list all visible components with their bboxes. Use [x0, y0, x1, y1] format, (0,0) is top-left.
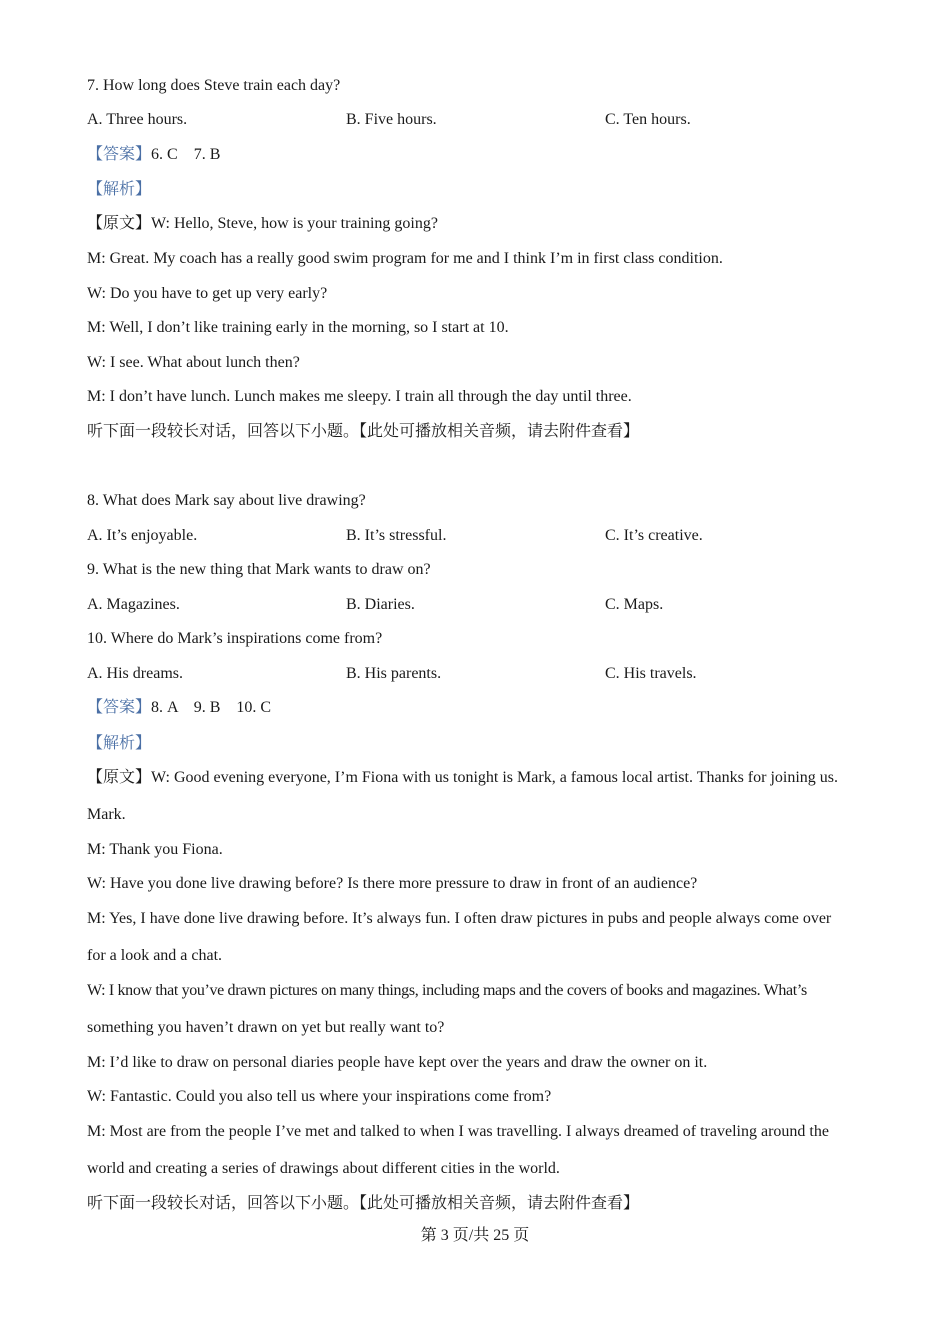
analysis-tag: 【解析】 [87, 181, 152, 198]
answer-text: 8. A 9. B 10. C [151, 699, 272, 716]
answer-tag: 【答案】 [87, 699, 152, 716]
option-7a: A. Three hours. [87, 111, 188, 128]
transcript-text: W: Good evening everyone, I’m Fiona with us tonight is Mark, a famous local artist. Thanks for joining us. [151, 769, 839, 786]
transcript-text: W: Hello, Steve, how is your training going? [151, 215, 438, 232]
question-8: 8. What does Mark say about live drawing? [87, 492, 366, 509]
transcript-tag: 【原文】 [87, 215, 152, 232]
question-9: 9. What is the new thing that Mark wants to draw on? [87, 561, 431, 578]
option-8c: C. It’s creative. [605, 527, 703, 544]
answer-tag: 【答案】 [87, 146, 152, 163]
transcript-line: M: I don’t have lunch. Lunch makes me sleepy. I train all through the day until three. [87, 388, 632, 405]
option-9c: C. Maps. [605, 596, 664, 613]
answer-line-2 [87, 698, 271, 718]
transcript-line: W: I know that you’ve drawn pictures on many things, including maps and the covers of books and magazines. What’s [87, 982, 807, 999]
transcript-line: W: Have you done live drawing before? Is there more pressure to draw in front of an audience? [87, 875, 698, 892]
transcript-line: world and creating a series of drawings about different cities in the world. [87, 1160, 560, 1177]
transcript-line: something you haven’t drawn on yet but really want to? [87, 1019, 445, 1036]
question-10: 10. Where do Mark’s inspirations come from? [87, 630, 383, 647]
transcript-line: M: Most are from the people I’ve met and talked to when I was travelling. I always dreamed of traveling around the [87, 1123, 829, 1140]
transcript-line: W: Do you have to get up very early? [87, 285, 328, 302]
transcript-first-line [87, 214, 438, 234]
transcript-line: W: I see. What about lunch then? [87, 354, 300, 371]
option-9b: B. Diaries. [346, 596, 415, 613]
option-8b: B. It’s stressful. [346, 527, 447, 544]
option-10b: B. His parents. [346, 665, 442, 682]
option-7b: B. Five hours. [346, 111, 437, 128]
transcript-line: M: Well, I don’t like training early in the morning, so I start at 10. [87, 319, 509, 336]
option-7c: C. Ten hours. [605, 111, 691, 128]
answer-text: 6. C 7. B [151, 146, 221, 163]
transcript-line: M: I’d like to draw on personal diaries people have kept over the years and draw the owner on it. [87, 1054, 708, 1071]
question-7: 7. How long does Steve train each day? [87, 77, 341, 94]
transcript-line: M: Great. My coach has a really good swim program for me and I think I’m in first class condition. [87, 250, 723, 267]
transcript-line: M: Yes, I have done live drawing before. It’s always fun. I often draw pictures in pubs and people always come over [87, 910, 832, 927]
option-8a: A. It’s enjoyable. [87, 527, 198, 544]
transcript-first-line [87, 768, 838, 788]
transcript-tag: 【原文】 [87, 769, 152, 786]
option-10c: C. His travels. [605, 665, 697, 682]
answer-line-1 [87, 145, 220, 165]
option-9a: A. Magazines. [87, 596, 180, 613]
transcript-line: Mark. [87, 806, 126, 823]
listening-instruction: 听下面一段较长对话，回答以下小题。【此处可播放相关音频，请去附件查看】 [87, 423, 640, 440]
page-number: 第 3 页/共 25 页 [420, 1227, 530, 1244]
listening-instruction: 听下面一段较长对话，回答以下小题。【此处可播放相关音频，请去附件查看】 [87, 1195, 640, 1212]
transcript-line: M: Thank you Fiona. [87, 841, 223, 858]
analysis-tag: 【解析】 [87, 735, 152, 752]
transcript-line: W: Fantastic. Could you also tell us where your inspirations come from? [87, 1088, 552, 1105]
option-10a: A. His dreams. [87, 665, 183, 682]
transcript-line: for a look and a chat. [87, 947, 223, 964]
